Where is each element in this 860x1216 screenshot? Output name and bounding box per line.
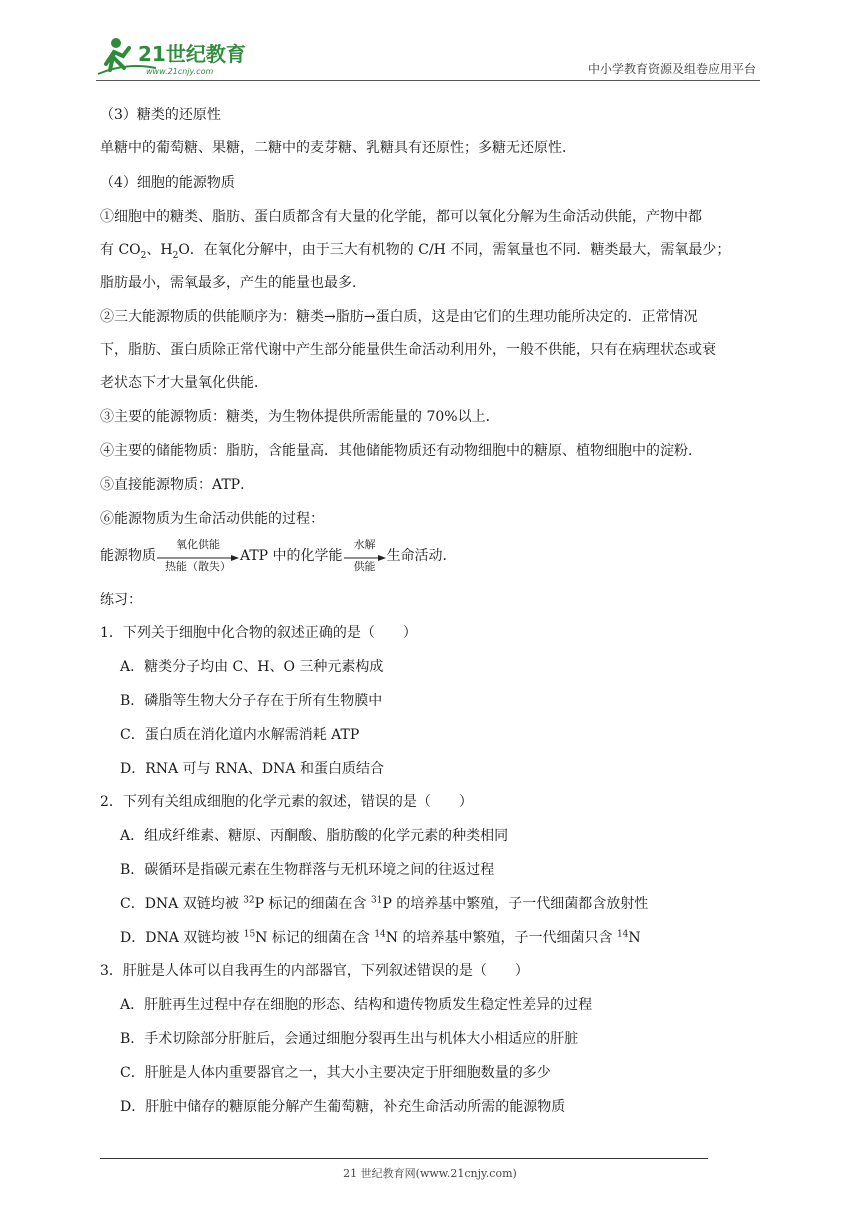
site-logo [96,34,266,78]
runner-logo-icon [96,34,266,78]
logo-text: 21世纪教育 [138,42,246,66]
question-2-option-d: D．DNA 双链均被 $^{15}$N 标记的细菌在含 $^{14}$N 的培养基中繁殖，子一代细菌只含 $^{14}$N [120,929,641,946]
paragraph-3: ③主要的能源物质：糖类，为生物体提供所需能量的 70%以上． [100,409,500,425]
formula-start: 能源物质 [100,548,156,564]
page-footer: 21 世纪教育网(www.21cnjy.com) [343,1167,517,1180]
formula-arrow-1 [157,539,239,573]
question-2-option-b: B．碳循环是指碳元素在生物群落与无机环境之间的往返过程 [120,862,495,878]
arrow-2-bottom-label: 供能 [353,560,376,573]
formula-middle: ATP 中的化学能 [240,548,343,564]
page-header [96,34,760,81]
paragraph-4: ④主要的储能物质：脂肪，含能量高．其他储能物质还有动物细胞中的糖原、植物细胞中的淀粉． [100,443,702,459]
paragraph-2-line-3: 老状态下才大量氧化供能． [100,375,268,391]
section-4-title: （4）细胞的能源物质 [100,175,235,191]
logo-url: www.21cnjy.com [146,67,214,76]
paragraph-2-line-2: 下，脂肪、蛋白质除正常代谢中产生部分能量供生命活动利用外，一般不供能，只有在病理状态或衰 [100,342,716,358]
paragraph-6: ⑥能源物质为生命活动供能的过程： [100,511,324,527]
footer-divider [100,1158,708,1159]
arrow-1-top-label: 氧化供能 [176,538,220,551]
question-3-option-a: A．肝脏再生过程中存在细胞的形态、结构和遗传物质发生稳定性差异的过程 [120,997,593,1013]
paragraph-5: ⑤直接能源物质：ATP． [100,477,255,493]
header-platform-text: 中小学教育资源及组卷应用平台 [587,62,756,76]
energy-formula [100,538,457,574]
paragraph-1-line-1: ①细胞中的糖类、脂肪、蛋白质都含有大量的化学能，都可以氧化分解为生命活动供能，产物中都 [100,209,702,225]
section-3-text: 单糖中的葡萄糖、果糖，二糖中的麦芽糖、乳糖具有还原性；多糖无还原性． [100,140,576,156]
question-1-option-b: B．磷脂等生物大分子存在于所有生物膜中 [120,693,383,709]
arrow-1-bottom-label: 热能（散失） [165,560,231,573]
paragraph-2-line-1: ②三大能源物质的供能顺序为：糖类→脂肪→蛋白质，这是由它们的生理功能所决定的．正常情况 [100,309,698,325]
practice-heading: 练习： [100,592,142,608]
question-1-stem: 1．下列关于细胞中化合物的叙述正确的是（ ） [100,625,417,641]
question-3-option-b: B．手术切除部分肝脏后，会通过细胞分裂再生出与机体大小相适应的肝脏 [120,1031,579,1047]
arrow-2-top-label: 水解 [353,538,376,551]
question-3-stem: 3．肝脏是人体可以自我再生的内部器官，下列叙述错误的是（ ） [100,963,529,979]
question-3-option-d: D．肝脏中储存的糖原能分解产生葡萄糖，补充生命活动所需的能源物质 [120,1099,566,1115]
question-2-option-a: A．组成纤维素、糖原、丙酮酸、脂肪酸的化学元素的种类相同 [120,828,509,844]
question-1-option-d: D．RNA 可与 RNA、DNA 和蛋白质结合 [120,761,384,777]
question-2-stem: 2．下列有关组成细胞的化学元素的叙述，错误的是（ ） [100,794,473,810]
formula-end: 生命活动． [386,548,457,564]
question-1-option-a: A．糖类分子均由 C、H、O 三种元素构成 [120,659,384,675]
paragraph-1-line-3: 脂肪最小，需氧最多，产生的能量也最多． [100,275,366,291]
formula-arrow-2 [344,539,386,573]
question-1-option-c: C．蛋白质在消化道内水解需消耗 ATP [120,727,360,743]
paragraph-1-line-2: 有 $CO_2$、$H_2O$．在氧化分解中，由于三大有机物的 C/H 不同，需氧量也不同．糖类最大，需氧最少； [100,242,731,261]
question-3-option-c: C．肝脏是人体内重要器官之一，其大小主要决定于肝细胞数量的多少 [120,1065,551,1081]
section-3-title: （3）糖类的还原性 [100,107,221,123]
question-2-option-c: C．DNA 双链均被 $^{32}$P 标记的细菌在含 $^{31}$P 的培养基中繁殖，子一代细菌都含放射性 [120,895,649,912]
